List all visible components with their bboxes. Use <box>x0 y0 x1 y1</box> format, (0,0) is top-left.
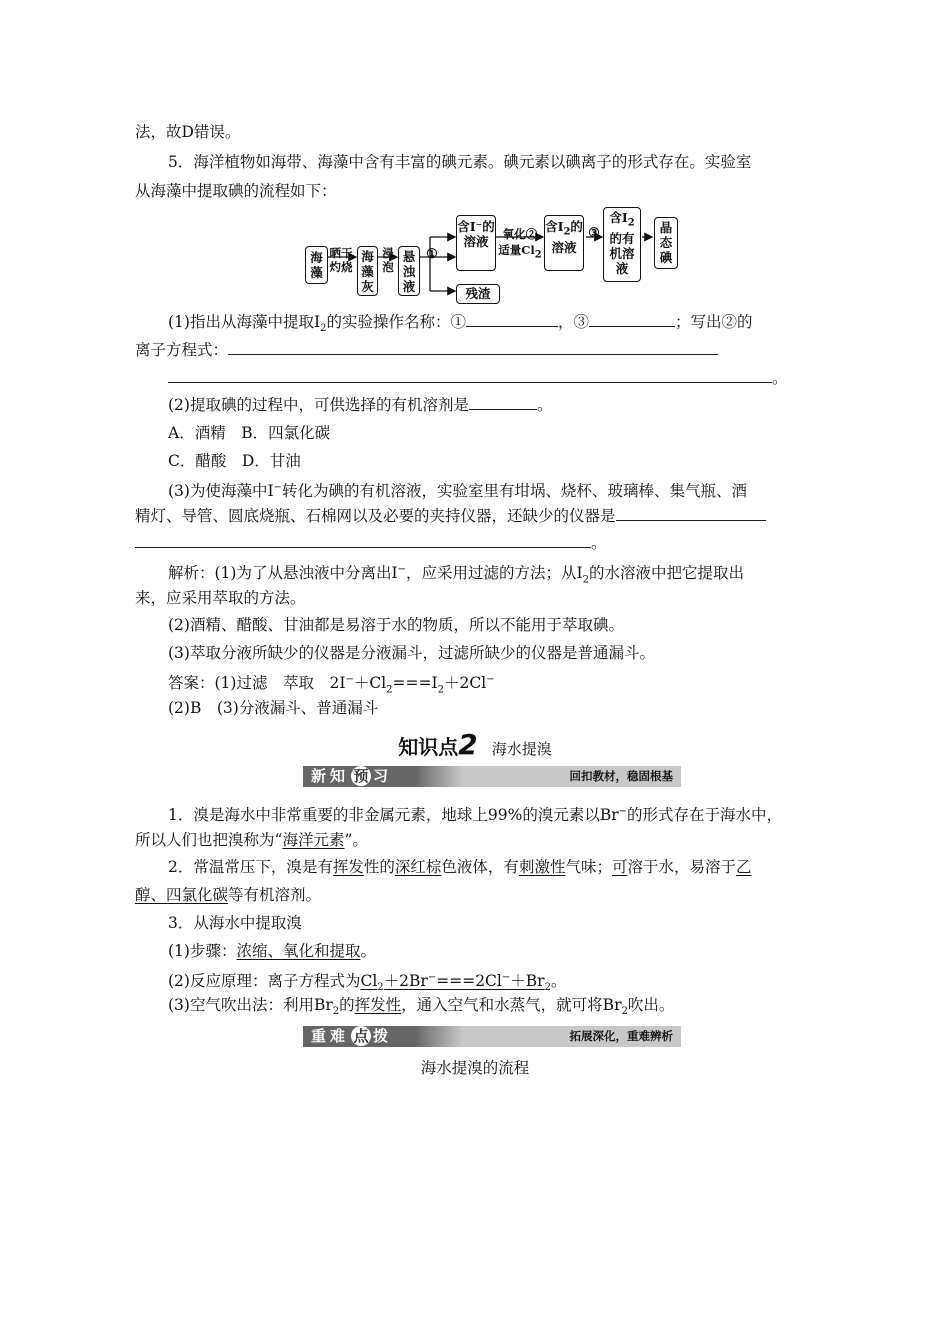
question-5-line-1: 5．海洋植物如海带、海藻中含有丰富的碘元素。碘元素以碘离子的形式存在。实验室 <box>168 153 752 171</box>
key-points-banner <box>303 1026 681 1047</box>
question-1-line-1: (1)指出从海藻中提取$I_2$的实验操作名称：① ，③ ；写出②的 <box>168 313 753 335</box>
answer-blank[interactable] <box>469 395 537 410</box>
question-2: (2)提取碘的过程中，可供选择的有机溶剂是 。 <box>168 396 553 414</box>
answer-line-2: (2)B (3)分液漏斗、普通漏斗 <box>168 699 379 717</box>
answer-blank[interactable] <box>589 312 675 327</box>
suspension-box: 悬浊液 <box>398 246 420 296</box>
banner-label: 重难 点 拨 <box>311 1027 393 1045</box>
bromine-steps: (1)步骤：浓缩、氧化和提取。 <box>168 942 376 960</box>
seaweed-ash-box: 海藻灰 <box>357 246 378 296</box>
soak-label: 浸泡 <box>382 246 394 274</box>
crystal-iodine-box: 晶态碘 <box>654 217 678 269</box>
dry-burn-label: 晒干灼烧 <box>329 246 353 274</box>
analysis-line-2: 来，应采用萃取的方法。 <box>135 589 306 607</box>
chlorine-label: 适量$Cl_2$ <box>498 243 542 261</box>
bromine-point-2: 2．常温常压下，溴是有挥发性的深红棕色液体，有刺激性气味；可溶于水，易溶于乙 <box>168 858 752 876</box>
banner-slogan: 拓展深化，重难辨析 <box>569 1029 673 1043</box>
options-cd: C．醋酸 D．甘油 <box>168 452 301 470</box>
bromine-point-1: 1．溴是海水中非常重要的非金属元素，地球上99%的溴元素以Br−的形式存在于海水中， <box>168 806 783 825</box>
residue-box: 残渣 <box>456 284 500 304</box>
answer-blank[interactable] <box>135 533 591 548</box>
preview-banner <box>303 766 681 787</box>
question-3-line-3: 。 <box>135 532 607 554</box>
air-blowing-method: (3)空气吹出法：利用$Br_2$的挥发性，通入空气和水蒸气，就可将$Br_2$吹出。 <box>168 996 675 1018</box>
section-heading: 知识点2 海水提溴 <box>398 728 552 761</box>
question-5-line-2: 从海藻中提取碘的流程如下： <box>135 182 337 200</box>
options-ab: A．酒精 B．四氯化碳 <box>168 424 331 442</box>
bromine-point-1-cont: 所以人们也把溴称为“海洋元素”。 <box>135 831 368 849</box>
caption: 海水提溴的流程 <box>420 1059 530 1077</box>
answer-line-1: 答案：(1)过滤 萃取 $2I^-+Cl_2===I_2+2Cl^-$ <box>168 674 495 696</box>
analysis-line-4: (3)萃取分液所缺少的仪器是分液漏斗，过滤所缺少的仪器是普通漏斗。 <box>168 644 655 662</box>
answer-blank[interactable] <box>616 506 766 521</box>
iodine-aqueous-box: 含$I_2$的溶液 <box>544 215 584 271</box>
analysis-line-1: 解析：(1)为了从悬浊液中分离出I−，应采用过滤的方法；从$I_2$的水溶液中把它提取出 <box>168 564 744 586</box>
text-line: 法，故D错误。 <box>135 123 241 141</box>
seaweed-box: 海藻 <box>305 246 328 284</box>
bromine-point-3: 3．从海水中提取溴 <box>168 914 302 932</box>
answer-blank[interactable] <box>228 340 718 355</box>
question-3-line-1: (3)为使海藻中I−转化为碘的有机溶液，实验室里有坩埚、烧杯、玻璃棒、集气瓶、酒 <box>168 482 747 501</box>
bromine-reaction: (2)反应原理：离子方程式为$Cl_2+2Br^-===2Cl^-+Br_2$。 <box>168 972 567 994</box>
analysis-line-3: (2)酒精、醋酸、甘油都是易溶于水的物质，所以不能用于萃取碘。 <box>168 616 624 634</box>
question-1-line-2: 离子方程式： <box>135 339 718 361</box>
step-3-label: ③ <box>588 226 600 241</box>
question-1-line-3: 。 <box>168 367 788 389</box>
iodine-organic-box: 含$I_2$的有机溶液 <box>603 207 641 282</box>
answer-blank[interactable] <box>466 312 558 327</box>
banner-slogan: 回扣教材，稳固根基 <box>569 769 673 783</box>
banner-label: 新知 预 习 <box>311 767 393 785</box>
question-3-line-2: 精灯、导管、圆底烧瓶、石棉网以及必要的夹持仪器，还缺少的仪器是 <box>135 505 766 527</box>
oxidation-step-2-label: 氧化② <box>502 227 538 241</box>
iodide-solution-box: 含I⁻的溶液 <box>456 215 496 271</box>
bromine-point-2-cont: 醇、四氯化碳等有机溶剂。 <box>135 886 322 904</box>
step-1-label: ① <box>426 247 438 262</box>
answer-blank[interactable] <box>168 368 772 383</box>
